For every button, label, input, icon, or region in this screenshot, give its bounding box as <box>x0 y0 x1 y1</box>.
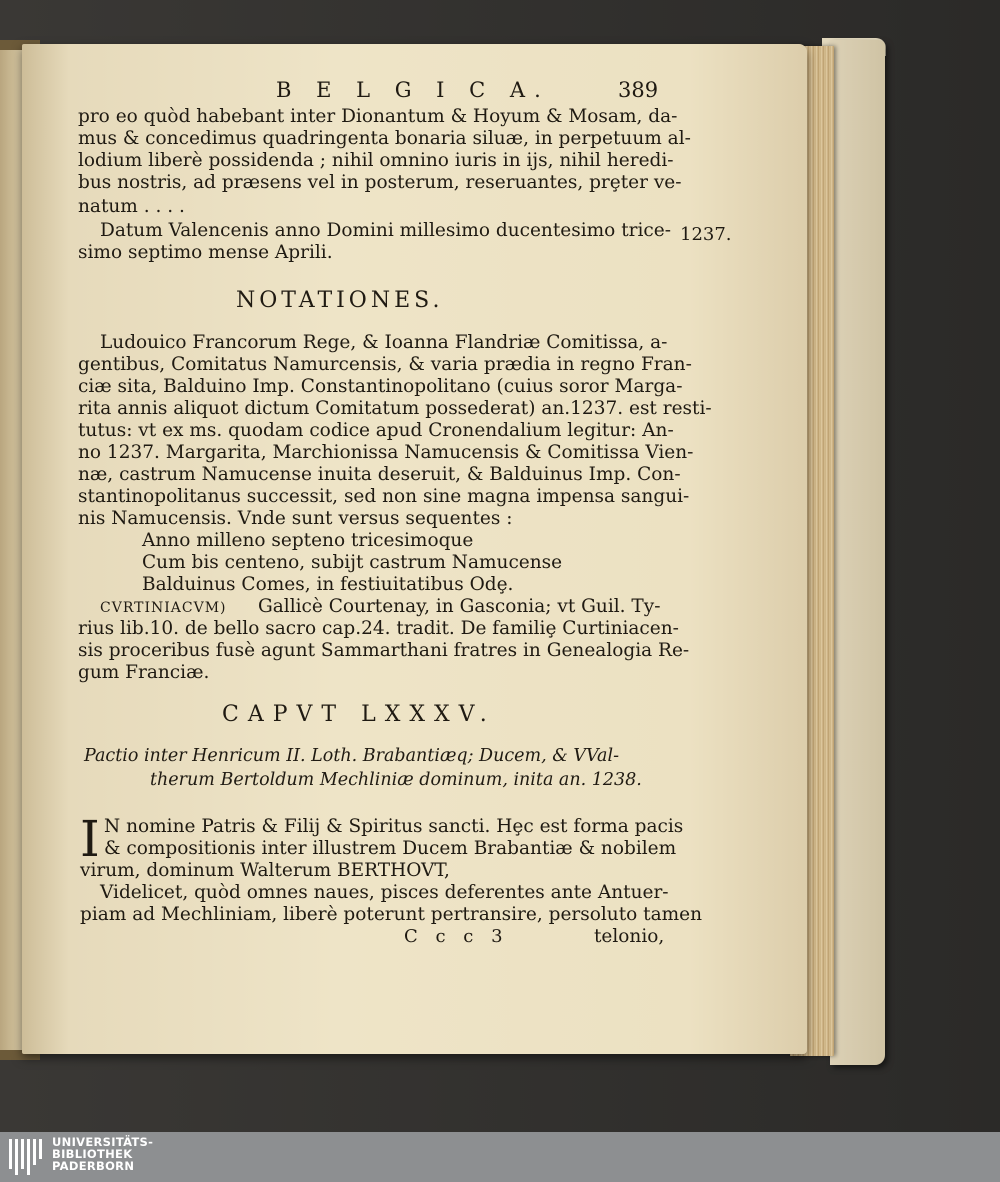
notationes-line: no 1237. Margarita, Marchionissa Namucensis & Comitissa Vien- <box>78 442 694 463</box>
charter-line: natum . . . . <box>78 196 185 217</box>
caput-line: N nomine Patris & Filij & Spiritus sancti. Hȩc est forma pacis <box>104 816 684 837</box>
curtiniacum-label: CVRTINIACVM) <box>100 600 227 616</box>
notationes-line: ciæ sita, Balduino Imp. Constantinopolitano (cuius soror Marga- <box>78 376 683 397</box>
notationes-line: rita annis aliquot dictum Comitatum possederat) an.1237. est resti- <box>78 398 712 419</box>
margin-year: 1237. <box>680 224 732 245</box>
library-name-line: UNIVERSITÄTS- <box>52 1135 154 1149</box>
notationes-line: nis Namucensis. Vnde sunt versus sequentes : <box>78 508 513 529</box>
curtiniacum-line: rius lib.10. de bello sacro cap.24. tradit. De familiȩ Curtiniacen- <box>78 618 679 639</box>
book-cover-right <box>830 40 885 1065</box>
charter-date-line: Datum Valencenis anno Domini millesimo ducentesimo trice- <box>100 220 671 241</box>
library-logo-icon <box>8 1135 46 1179</box>
notationes-line: stantinopolitanus successit, sed non sine magna impensa sangui- <box>78 486 690 507</box>
drop-cap: I <box>80 810 100 868</box>
curtiniacum-line: sis proceribus fusè agunt Sammarthani fratres in Genealogia Re- <box>78 640 690 661</box>
caput-line: & compositionis inter illustrem Ducem Brabantiæ & nobilem <box>104 838 677 859</box>
curtiniacum-line: gum Franciæ. <box>78 662 210 683</box>
caput-line: virum, dominum Walterum BERTHOVT, <box>80 860 450 881</box>
charter-date-line: simo septimo mense Aprili. <box>78 242 333 263</box>
signature-mark: C c c 3 <box>404 926 509 947</box>
notationes-line: tutus: vt ex ms. quodam codice apud Cronendalium legitur: An- <box>78 420 674 441</box>
verse-line: Cum bis centeno, subijt castrum Namucense <box>142 552 563 573</box>
catchword: telonio, <box>594 926 665 947</box>
verse-line: Anno milleno septeno tricesimoque <box>142 530 474 551</box>
charter-line: lodium liberè possidenda ; nihil omnino iuris in ijs, nihil heredi- <box>78 150 674 171</box>
library-name-line: PADERBORN <box>52 1159 135 1173</box>
curtiniacum-line: Gallicè Courtenay, in Gasconia; vt Guil. Ty- <box>258 596 661 617</box>
library-name-line: BIBLIOTHEK <box>52 1147 133 1161</box>
charter-line: bus nostris, ad præsens vel in posterum, reseruantes, prȩter ve- <box>78 172 682 193</box>
notationes-line: Ludouico Francorum Rege, & Ioanna Flandriæ Comitissa, a- <box>100 332 668 353</box>
caput-heading: CAPVT LXXXV. <box>222 702 496 727</box>
charter-line: pro eo quòd habebant inter Dionantum & Hoyum & Mosam, da- <box>78 106 678 127</box>
charter-line: mus & concedimus quadringenta bonaria siluæ, in perpetuum al- <box>78 128 691 149</box>
left-page-edge <box>0 50 23 1050</box>
notationes-heading: NOTATIONES. <box>236 288 444 313</box>
caput-subtitle: Pactio inter Henricum II. Loth. Brabantiæq; Ducem, & VVal- <box>84 746 619 766</box>
caput-subtitle: therum Bertoldum Mechliniæ dominum, inita an. 1238. <box>150 770 642 790</box>
library-name <box>52 1136 153 1172</box>
notationes-line: gentibus, Comitatus Namurcensis, & varia prædia in regno Fran- <box>78 354 692 375</box>
notationes-line: næ, castrum Namucense inuita deseruit, & Balduinus Imp. Con- <box>78 464 681 485</box>
page-number: 389 <box>618 78 659 102</box>
running-title: B E L G I C A. <box>276 78 550 102</box>
caput-line: piam ad Mechliniam, liberè poterunt pertransire, persoluto tamen <box>80 904 703 925</box>
caput-line: Videlicet, quòd omnes naues, pisces deferentes ante Antuer- <box>100 882 669 903</box>
verse-line: Balduinus Comes, in festiuitatibus Odȩ. <box>142 574 514 595</box>
